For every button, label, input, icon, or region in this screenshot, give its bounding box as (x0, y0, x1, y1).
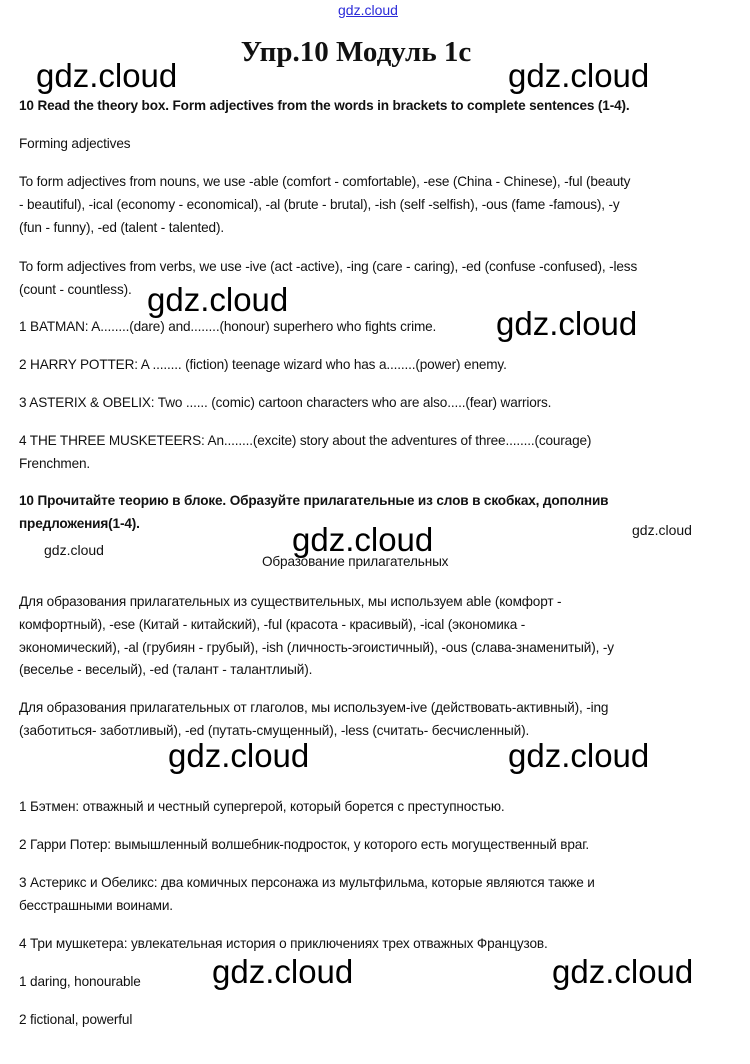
watermark-small: gdz.cloud (632, 522, 692, 538)
english-instruction: 10 Read the theory box. Form adjectives from the words in brackets to complete sentences (1-4). (19, 98, 630, 113)
watermark: gdz.cloud (552, 953, 694, 990)
site-link[interactable]: gdz.cloud (338, 2, 398, 18)
watermark-small: gdz.cloud (44, 542, 104, 558)
russian-instruction: предложения(1-4). (19, 516, 140, 531)
sentence: 3 ASTERIX & OBELIX: Two ...... (comic) cartoon characters who are also.....(fear) warriors. (19, 395, 552, 410)
text-line: (веселье - веселый), -ed (талант - талантлиый). (19, 662, 313, 677)
watermark: gdz.cloud (496, 305, 638, 342)
russian-instruction: 10 Прочитайте теорию в блоке. Образуйте прилагательные из слов в скобках, дополнив (19, 493, 609, 508)
text-line: To form adjectives from nouns, we use -able (comfort - comfortable), -ese (China - Chinese), -ful (beauty (19, 174, 631, 189)
sentence: 4 THE THREE MUSKETEERS: An........(excite) story about the adventures of three........(courage) (19, 433, 592, 448)
text-line: Для образования прилагательных из существительных, мы используем able (комфорт - (19, 594, 562, 609)
sentence: 1 Бэтмен: отважный и честный супергерой, который борется с преступностью. (19, 799, 505, 814)
sentence: 1 BATMAN: A........(dare) and........(honour) superhero who fights crime. (19, 319, 437, 334)
text-line: - beautiful), -ical (economy - economical), -al (brute - brutal), -ish (self -selfish), -ous (fame -famous), -y (19, 197, 620, 212)
english-box-title: Forming adjectives (19, 136, 131, 151)
text-line: комфортный), -ese (Китай - китайский), -ful (красота - красивый), -ical (экономика - (19, 617, 526, 632)
page-title: Упр.10 Модуль 1с (240, 36, 472, 68)
text-line: экономический), -al (грубиян - грубый), -ish (личность-эгоистичный), -ous (слава-знаменитый), -y (19, 640, 614, 655)
watermark: gdz.cloud (508, 57, 650, 94)
sentence: 3 Астерикс и Обеликс: два комичных персонажа из мультфильма, которые являются также и (19, 875, 595, 890)
sentence: 2 Гарри Потер: вымышленный волшебник-подросток, у которого есть могущественный враг. (19, 837, 589, 852)
russian-box-title: Образование прилагательных (262, 554, 449, 569)
watermark: gdz.cloud (292, 521, 434, 558)
text-line: (count - countless). (19, 282, 132, 297)
watermark: gdz.cloud (212, 953, 354, 990)
sentence: 4 Три мушкетера: увлекательная история о приключениях трех отважных Французов. (19, 936, 548, 951)
text-line: (заботиться- заботливый), -ed (путать-смущенный), -less (считать- бесчисленный). (19, 723, 530, 738)
text-line: To form adjectives from verbs, we use -ive (act -active), -ing (care - caring), -ed (confuse -confused), -less (19, 259, 638, 274)
watermark: gdz.cloud (147, 281, 289, 318)
answer: 2 fictional, powerful (19, 1012, 133, 1027)
sentence: 2 HARRY POTTER: A ........ (fiction) teenage wizard who has a........(power) enemy. (19, 357, 507, 372)
text-line: Для образования прилагательных от глаголов, мы используем-ive (действовать-активный), -ing (19, 700, 609, 715)
watermark: gdz.cloud (168, 737, 310, 774)
watermark: gdz.cloud (36, 57, 178, 94)
sentence: бесстрашными воинами. (19, 898, 173, 913)
watermark: gdz.cloud (508, 737, 650, 774)
sentence: Frenchmen. (19, 456, 91, 471)
text-line: (fun - funny), -ed (talent - talented). (19, 220, 224, 235)
answer: 1 daring, honourable (19, 974, 141, 989)
